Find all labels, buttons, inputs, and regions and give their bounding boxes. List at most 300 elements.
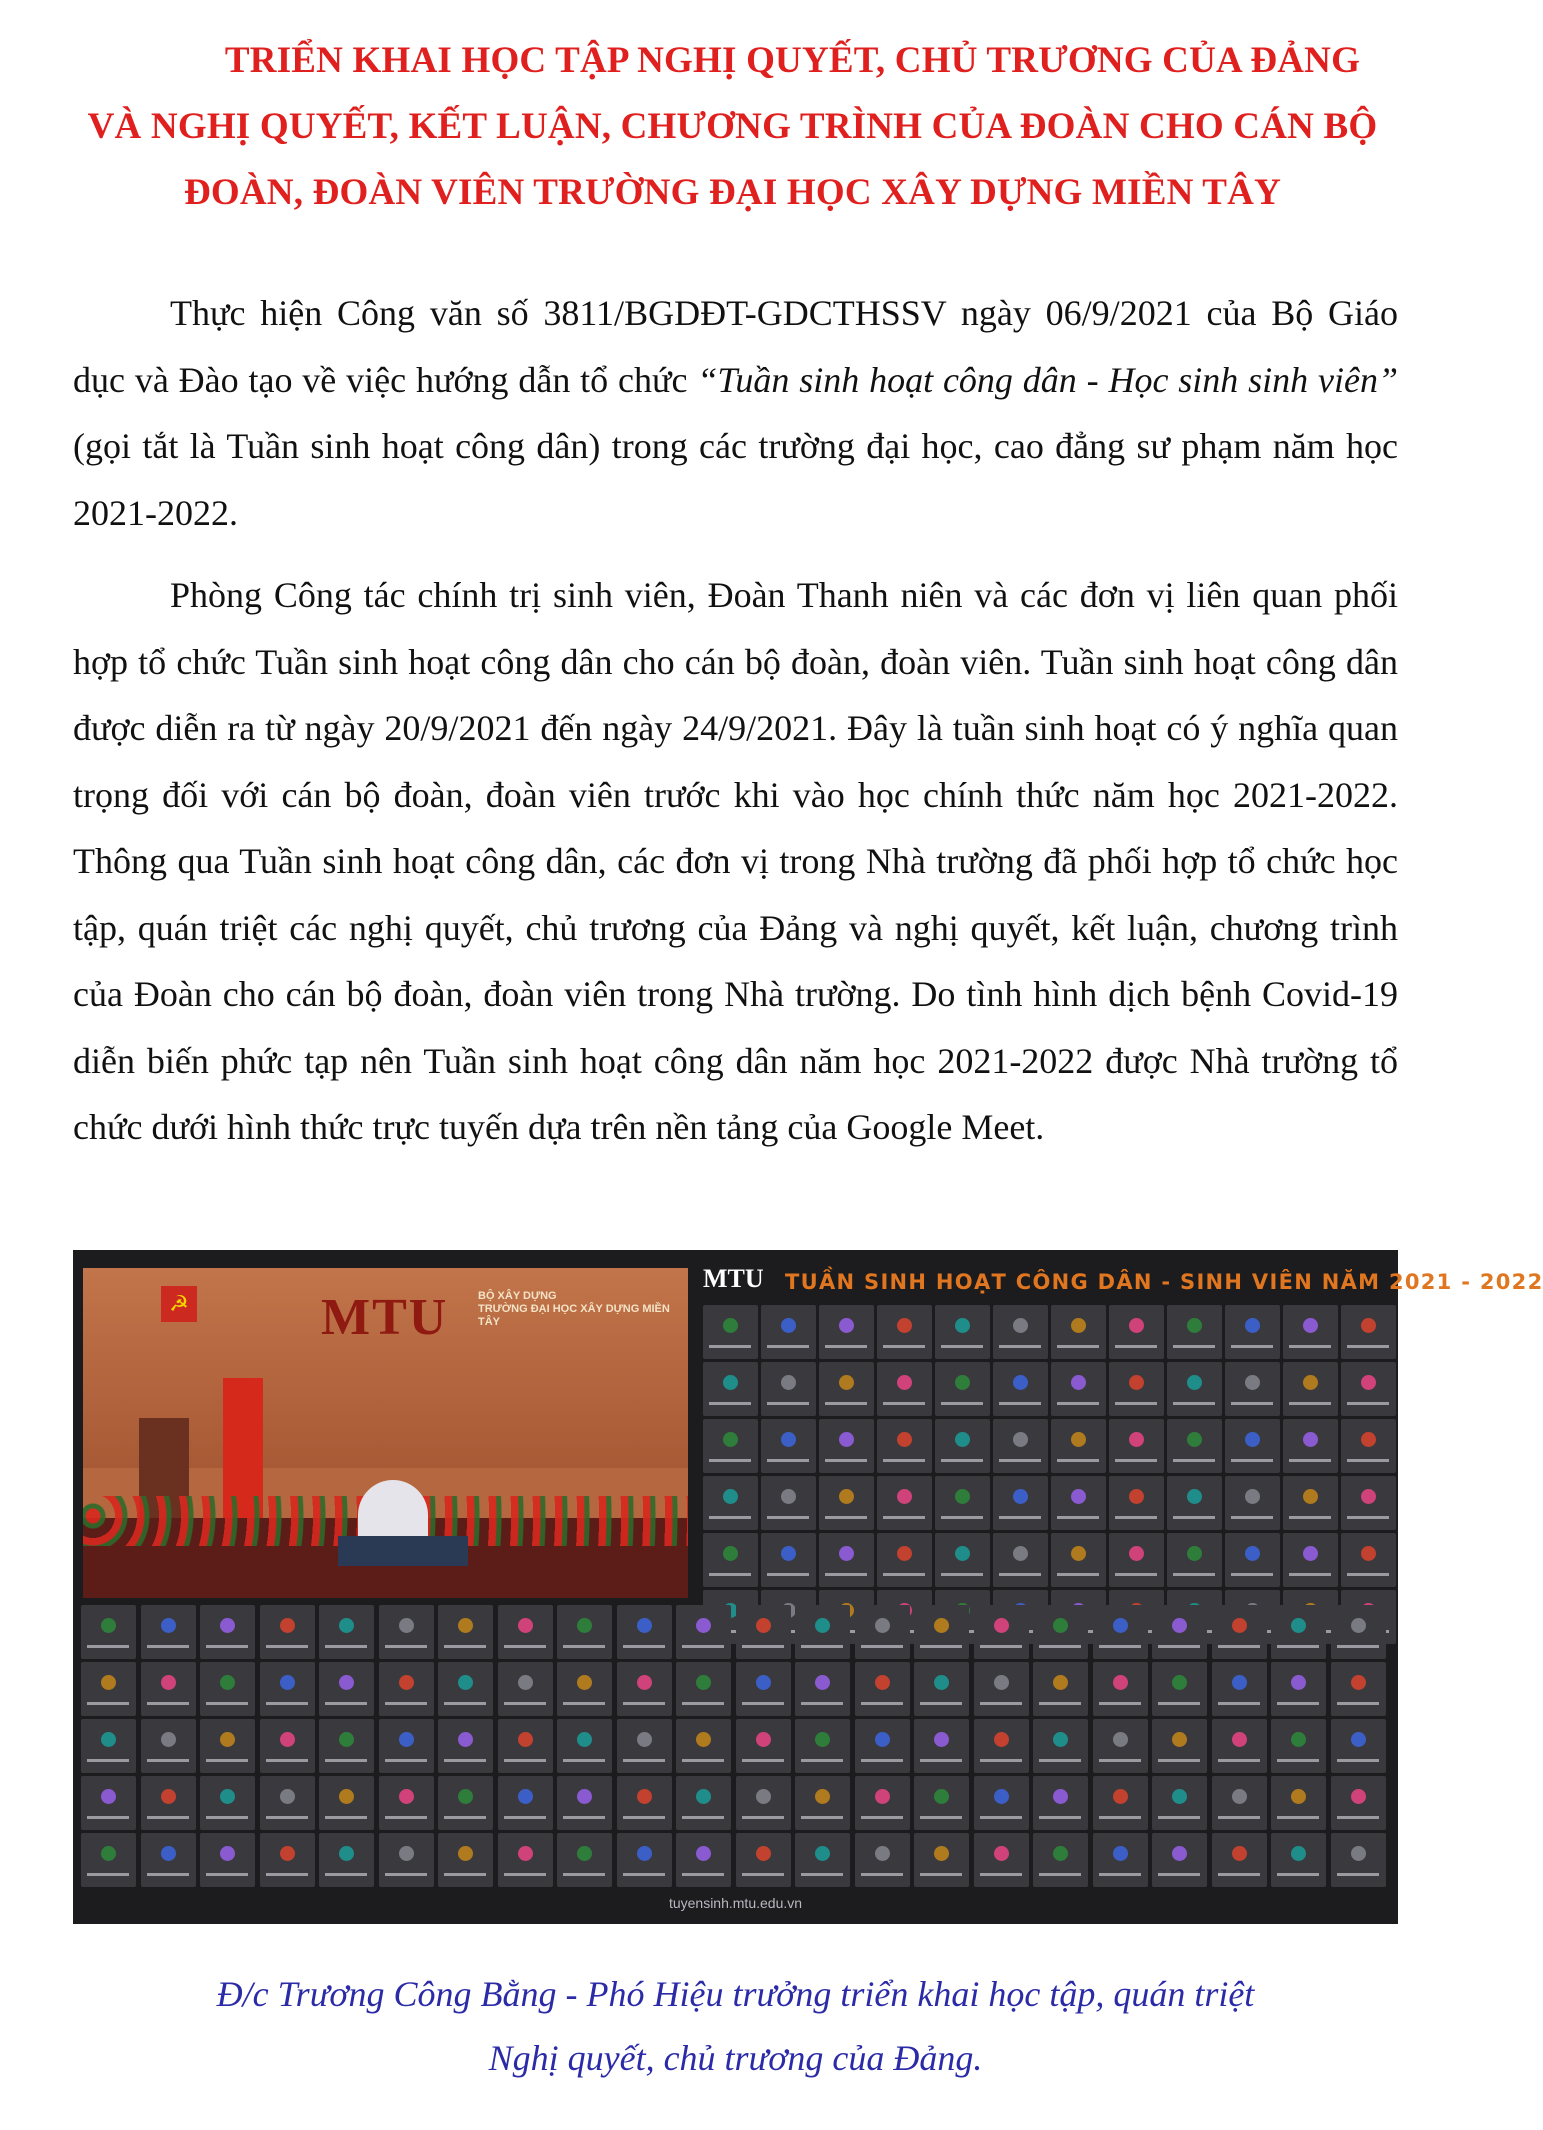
participant-tile [498,1605,553,1659]
participant-name-bar [920,1645,962,1648]
avatar-icon [637,1618,652,1633]
participant-name-bar [147,1759,189,1762]
avatar-icon [1361,1432,1376,1447]
participant-name-bar [742,1645,784,1648]
avatar-icon [1129,1318,1144,1333]
avatar-icon [1303,1489,1318,1504]
participant-name-bar [206,1759,248,1762]
participant-tile [914,1605,969,1659]
avatar-icon [1071,1489,1086,1504]
avatar-icon [220,1846,235,1861]
paragraph-1 [73,280,1398,546]
participant-tile [935,1419,990,1473]
participant-tile [81,1605,136,1659]
avatar-icon [696,1675,711,1690]
participant-name-bar [1099,1873,1141,1876]
participant-name-bar [1158,1645,1200,1648]
participant-name-bar [825,1345,867,1348]
avatar-icon [1303,1432,1318,1447]
participant-tile [260,1719,315,1773]
participant-name-bar [147,1645,189,1648]
participant-name-bar [147,1873,189,1876]
participant-name-bar [325,1816,367,1819]
avatar-icon [399,1732,414,1747]
participant-tile [81,1719,136,1773]
avatar-icon [1351,1846,1366,1861]
participant-tile [761,1305,816,1359]
avatar-icon [1303,1318,1318,1333]
avatar-icon [161,1618,176,1633]
avatar-icon [399,1846,414,1861]
participant-name-bar [385,1645,427,1648]
participant-tile [1225,1362,1280,1416]
avatar-icon [1013,1432,1028,1447]
participant-name-bar [883,1573,925,1576]
participant-tile [877,1533,932,1587]
avatar-icon [955,1318,970,1333]
participant-tile [260,1605,315,1659]
participant-name-bar [385,1702,427,1705]
participant-tile [703,1533,758,1587]
participant-name-bar [504,1759,546,1762]
participant-tile [736,1833,791,1887]
avatar-icon [1351,1789,1366,1804]
avatar-icon [1245,1375,1260,1390]
participant-name-bar [325,1702,367,1705]
wall-sign-line-2: TRƯỜNG ĐẠI HỌC XÂY DỰNG MIỀN TÂY [478,1303,670,1328]
participant-tile [736,1662,791,1716]
participant-tile [557,1662,612,1716]
participant-name-bar [1099,1702,1141,1705]
participant-name-bar [941,1516,983,1519]
participant-tile [141,1719,196,1773]
participant-tile [1225,1476,1280,1530]
participant-name-bar [941,1402,983,1405]
participant-name-bar [1057,1402,1099,1405]
avatar-icon [955,1489,970,1504]
avatar-icon [1172,1846,1187,1861]
title-line-2: VÀ NGHỊ QUYẾT, KẾT LUẬN, CHƯƠNG TRÌNH CỦA ĐOÀN CHO CÁN BỘ [87,106,1378,147]
avatar-icon [1172,1618,1187,1633]
avatar-icon [1291,1846,1306,1861]
avatar-icon [1013,1546,1028,1561]
participant-tile [736,1776,791,1830]
avatar-icon [815,1675,830,1690]
wall-sign [478,1290,688,1329]
avatar-icon [458,1618,473,1633]
participant-name-bar [1231,1345,1273,1348]
participant-name-bar [801,1816,843,1819]
avatar-icon [897,1489,912,1504]
avatar-icon [1071,1546,1086,1561]
participant-tile [319,1719,374,1773]
participant-name-bar [1099,1645,1141,1648]
avatar-icon [1303,1375,1318,1390]
participant-tile [1271,1605,1326,1659]
participant-name-bar [1115,1345,1157,1348]
participant-name-bar [504,1645,546,1648]
participant-tile [736,1719,791,1773]
participant-tile [935,1533,990,1587]
participant-tile [914,1662,969,1716]
participant-tile [1093,1662,1148,1716]
avatar-icon [280,1732,295,1747]
avatar-icon [1129,1432,1144,1447]
avatar-icon [339,1846,354,1861]
avatar-icon [399,1675,414,1690]
participant-tile [974,1605,1029,1659]
participant-tile [1331,1833,1386,1887]
participant-name-bar [266,1645,308,1648]
participant-tile [557,1719,612,1773]
party-emblem-icon: ☭ [161,1286,197,1322]
participant-name-bar [1057,1459,1099,1462]
participant-name-bar [861,1816,903,1819]
avatar-icon [339,1732,354,1747]
participant-tile [1271,1719,1326,1773]
avatar-icon [1053,1732,1068,1747]
avatar-icon [1245,1489,1260,1504]
title-line-1: TRIỂN KHAI HỌC TẬP NGHỊ QUYẾT, CHỦ TRƯƠNG CỦA ĐẢNG [224,40,1361,81]
avatar-icon [875,1675,890,1690]
avatar-icon [696,1846,711,1861]
participant-tile [1051,1305,1106,1359]
participant-tile [877,1305,932,1359]
participant-tile [703,1362,758,1416]
participant-name-bar [999,1573,1041,1576]
participant-tile [1152,1662,1207,1716]
participant-tile [1152,1776,1207,1830]
participant-name-bar [87,1645,129,1648]
avatar-icon [1187,1375,1202,1390]
participant-tile [498,1776,553,1830]
participant-name-bar [1057,1345,1099,1348]
participant-tile [974,1719,1029,1773]
participant-name-bar [999,1402,1041,1405]
participant-name-bar [1347,1459,1389,1462]
avatar-icon [1361,1546,1376,1561]
avatar-icon [723,1432,738,1447]
participant-tile [379,1662,434,1716]
participant-tile [379,1776,434,1830]
avatar-icon [723,1546,738,1561]
avatar-icon [934,1618,949,1633]
participant-tile [379,1833,434,1887]
avatar-icon [1113,1618,1128,1633]
participant-tile [498,1719,553,1773]
avatar-icon [994,1675,1009,1690]
participant-name-bar [1218,1702,1260,1705]
participant-name-bar [266,1702,308,1705]
participant-name-bar [444,1702,486,1705]
avatar-icon [756,1675,771,1690]
participant-name-bar [1039,1873,1081,1876]
participant-name-bar [767,1516,809,1519]
participant-name-bar [623,1645,665,1648]
participant-tile [993,1533,1048,1587]
participant-tile [1341,1419,1396,1473]
paragraph-1-text-a: Thực hiện Công văn số 3811/BGDĐT-GDCTHSSV ngày 06/9/2021 của Bộ Giáo dục và Đào tạo về việc hướng dẫn tổ chức [73,293,1398,400]
participant-tile [974,1776,1029,1830]
participant-tile [993,1419,1048,1473]
participant-name-bar [920,1873,962,1876]
avatar-icon [994,1618,1009,1633]
participant-tile [676,1833,731,1887]
participant-name-bar [1173,1459,1215,1462]
participant-tile [1109,1305,1164,1359]
participant-tile [1051,1362,1106,1416]
avatar-icon [1232,1618,1247,1633]
participant-name-bar [742,1873,784,1876]
avatar-icon [1053,1675,1068,1690]
avatar-icon [220,1732,235,1747]
avatar-icon [1187,1432,1202,1447]
participant-tile [703,1419,758,1473]
participant-tile [676,1776,731,1830]
participant-tile [1167,1419,1222,1473]
avatar-icon [897,1375,912,1390]
participant-name-bar [1289,1402,1331,1405]
participant-name-bar [825,1516,867,1519]
avatar-icon [1071,1375,1086,1390]
avatar-icon [1071,1318,1086,1333]
avatar-icon [101,1618,116,1633]
avatar-icon [897,1432,912,1447]
avatar-icon [1187,1489,1202,1504]
avatar-icon [839,1375,854,1390]
participant-name-bar [266,1759,308,1762]
caption-line-1: Đ/c Trương Công Bằng - Phó Hiệu trưởng triển khai học tập, quán triệt [216,1974,1255,2014]
avatar-icon [339,1675,354,1690]
participant-name-bar [825,1573,867,1576]
participant-tile [1212,1605,1267,1659]
speaker-desk [338,1536,468,1566]
avatar-icon [839,1432,854,1447]
avatar-icon [815,1732,830,1747]
participant-tile [1033,1833,1088,1887]
participant-name-bar [266,1873,308,1876]
avatar-icon [1071,1432,1086,1447]
participant-tile [1225,1533,1280,1587]
avatar-icon [1291,1789,1306,1804]
participant-name-bar [941,1345,983,1348]
participant-name-bar [325,1645,367,1648]
participant-tile [993,1305,1048,1359]
participant-name-bar [206,1645,248,1648]
participant-tile [617,1833,672,1887]
paragraph-2: Phòng Công tác chính trị sinh viên, Đoàn Thanh niên và các đơn vị liên quan phối hợp tổ chức Tuần sinh hoạt công dân cho cán bộ đoàn, đoàn viên. Tuần sinh hoạt công dân được diễn ra từ ngày 20/9/2021 đến ngày 24/9/2021. Đây là tuần sinh hoạt có ý nghĩa quan trọng đối với cán bộ đoàn, đoàn viên trước khi vào học chính thức năm học 2021-2022. Thông qua Tuần sinh hoạt công dân, các đơn vị trong Nhà trường đã phối hợp tổ chức học tập, quán triệt các nghị quyết, chủ trương của Đảng và nghị quyết, kết luận, chương trình của Đoàn cho cán bộ đoàn, đoàn viên trong Nhà trường. Do tình hình dịch bệnh Covid-19 diễn biến phức tạp nên Tuần sinh hoạt công dân năm học 2021-2022 được Nhà trường tổ chức dưới hình thức trực tuyến dựa trên nền tảng của Google Meet. [73,575,1398,1147]
participant-name-bar [623,1816,665,1819]
avatar-icon [696,1789,711,1804]
participant-tile [819,1305,874,1359]
participant-tile [1033,1776,1088,1830]
avatar-icon [781,1432,796,1447]
avatar-icon [458,1675,473,1690]
caption-line-2: Nghị quyết, chủ trương của Đảng. [488,2038,983,2078]
avatar-icon [875,1846,890,1861]
participant-name-bar [87,1702,129,1705]
participant-name-bar [883,1459,925,1462]
wall-logo: MTU [321,1289,449,1346]
participant-name-bar [883,1345,925,1348]
participant-name-bar [1347,1573,1389,1576]
avatar-icon [577,1618,592,1633]
avatar-icon [1013,1375,1028,1390]
participant-name-bar [682,1873,724,1876]
participant-name-bar [742,1759,784,1762]
avatar-icon [1245,1546,1260,1561]
avatar-icon [1113,1675,1128,1690]
participant-tile [855,1776,910,1830]
avatar-icon [781,1375,796,1390]
avatar-icon [577,1789,592,1804]
participant-name-bar [709,1516,751,1519]
participant-name-bar [444,1645,486,1648]
participant-name-bar [623,1759,665,1762]
participant-tile [795,1719,850,1773]
participant-tile [974,1662,1029,1716]
participant-tile [855,1719,910,1773]
avatar-icon [955,1546,970,1561]
participant-tile [676,1662,731,1716]
avatar-icon [1351,1618,1366,1633]
participant-tile [260,1776,315,1830]
participant-name-bar [1277,1816,1319,1819]
avatar-icon [1013,1489,1028,1504]
avatar-icon [1232,1732,1247,1747]
avatar-icon [934,1846,949,1861]
participant-tile [1051,1419,1106,1473]
avatar-icon [1245,1318,1260,1333]
participant-name-bar [1173,1516,1215,1519]
avatar-icon [577,1732,592,1747]
participant-name-bar [87,1759,129,1762]
participant-tile [141,1662,196,1716]
participant-tile [1212,1776,1267,1830]
avatar-icon [458,1846,473,1861]
participant-tile [1212,1662,1267,1716]
avatar-icon [220,1675,235,1690]
participant-name-bar [1347,1402,1389,1405]
participant-tile [1331,1719,1386,1773]
participant-name-bar [1218,1873,1260,1876]
avatar-icon [1291,1732,1306,1747]
participant-name-bar [999,1345,1041,1348]
participant-name-bar [623,1702,665,1705]
participant-tile [438,1776,493,1830]
avatar-icon [781,1318,796,1333]
avatar-icon [1172,1732,1187,1747]
participant-tile [1109,1533,1164,1587]
avatar-icon [1232,1675,1247,1690]
avatar-icon [518,1675,533,1690]
participant-name-bar [87,1873,129,1876]
participant-name-bar [147,1702,189,1705]
participant-tile [877,1362,932,1416]
avatar-icon [1232,1789,1247,1804]
participant-name-bar [1173,1573,1215,1576]
participant-tile [1283,1419,1338,1473]
participant-name-bar [742,1816,784,1819]
participant-name-bar [563,1759,605,1762]
participant-tile [438,1833,493,1887]
participant-tile [498,1662,553,1716]
participant-tile [855,1662,910,1716]
avatar-icon [1361,1489,1376,1504]
participant-tile [1033,1605,1088,1659]
participant-name-bar [1337,1702,1379,1705]
avatar-icon [280,1675,295,1690]
avatar-icon [161,1789,176,1804]
avatar-icon [458,1732,473,1747]
participant-name-bar [1158,1702,1200,1705]
avatar-icon [1129,1375,1144,1390]
participant-name-bar [385,1816,427,1819]
participant-tile [260,1662,315,1716]
participant-tile [141,1776,196,1830]
participant-name-bar [1158,1873,1200,1876]
avatar-icon [1291,1675,1306,1690]
participant-name-bar [1158,1816,1200,1819]
participant-name-bar [563,1702,605,1705]
avatar-icon [280,1846,295,1861]
avatar-icon [339,1618,354,1633]
paragraph-1-italic: “Tuần sinh hoạt công dân - Học sinh sinh viên” [697,359,1398,400]
participant-name-bar [1347,1516,1389,1519]
paragraph-1-text-b: (gọi tắt là Tuần sinh hoạt công dân) trong các trường đại học, cao đẳng sư phạm năm học 2021-2022. [73,426,1398,533]
avatar-icon [577,1675,592,1690]
participant-name-bar [682,1759,724,1762]
participant-name-bar [920,1816,962,1819]
avatar-icon [897,1318,912,1333]
avatar-icon [1172,1675,1187,1690]
avatar-icon [101,1732,116,1747]
participant-name-bar [767,1459,809,1462]
participant-name-bar [682,1816,724,1819]
participant-name-bar [1231,1516,1273,1519]
participant-tile [1167,1305,1222,1359]
participant-name-bar [767,1573,809,1576]
avatar-icon [1232,1846,1247,1861]
participant-name-bar [1218,1816,1260,1819]
participant-name-bar [709,1402,751,1405]
participant-name-bar [682,1645,724,1648]
avatar-icon [458,1789,473,1804]
participant-name-bar [385,1759,427,1762]
participant-tile [200,1605,255,1659]
avatar-icon [1113,1732,1128,1747]
avatar-icon [1351,1732,1366,1747]
avatar-icon [637,1846,652,1861]
participant-name-bar [1039,1702,1081,1705]
avatar-icon [815,1789,830,1804]
avatar-icon [1187,1546,1202,1561]
avatar-icon [637,1732,652,1747]
avatar-icon [875,1789,890,1804]
participant-tile [1341,1305,1396,1359]
participant-tile [1033,1662,1088,1716]
participant-name-bar [801,1873,843,1876]
avatar-icon [1245,1432,1260,1447]
participant-tile [795,1605,850,1659]
avatar-icon [577,1846,592,1861]
avatar-icon [280,1618,295,1633]
participant-name-bar [883,1516,925,1519]
participant-name-bar [767,1345,809,1348]
participant-tile [1283,1305,1338,1359]
participant-tile [200,1833,255,1887]
avatar-icon [1129,1546,1144,1561]
